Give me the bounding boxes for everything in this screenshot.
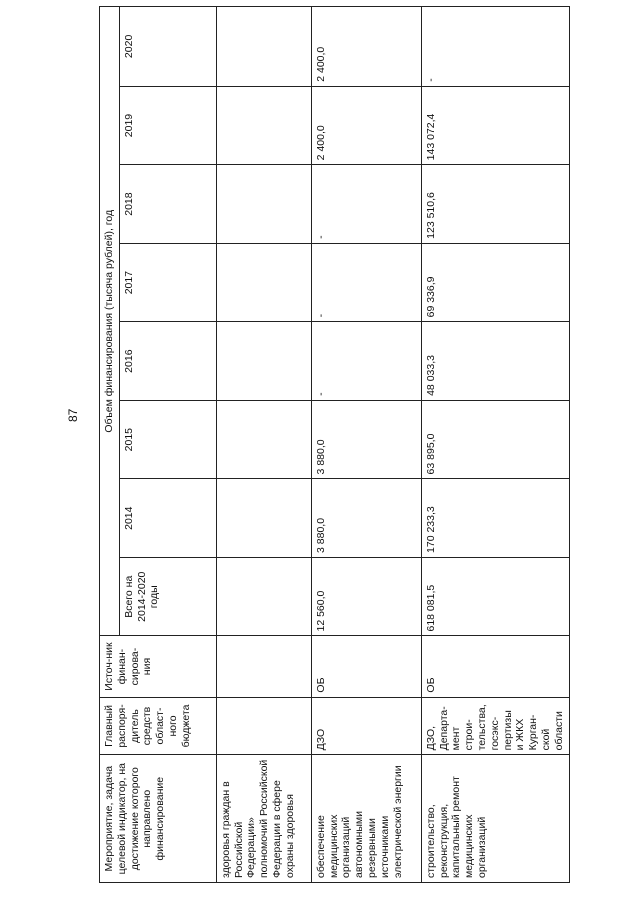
header-manager: Главный распоря-дитель средств област-ного бюджета xyxy=(100,697,217,755)
cell-total xyxy=(216,557,311,636)
cell-year: 170 233,3 xyxy=(421,479,569,558)
cell-year xyxy=(216,7,311,87)
cell-year: 3 880,0 xyxy=(311,400,421,479)
cell-year: - xyxy=(311,322,421,401)
cell-year: 63 895,0 xyxy=(421,400,569,479)
cell-source xyxy=(216,636,311,697)
header-year: 2020 xyxy=(119,7,216,87)
cell-year: 2 400,0 xyxy=(311,86,421,165)
cell-manager: ДЗО, Департа-мент строи-тельства, госэкс-пертизы и ЖКХ Курган-ской области xyxy=(421,697,569,755)
cell-total: 12 560,0 xyxy=(311,557,421,636)
header-source: Источ-ник финан-сирова-ния xyxy=(100,636,217,697)
header-year: 2019 xyxy=(119,86,216,165)
table-row xyxy=(311,7,421,883)
header-year: 2016 xyxy=(119,322,216,401)
cell-source: ОБ xyxy=(421,636,569,697)
cell-total: 618 081,5 xyxy=(421,557,569,636)
cell-measure: строительство, реконструкция, капитальный ремонт медицинских организаций xyxy=(421,755,569,883)
cell-year xyxy=(216,243,311,322)
cell-year: 143 072,4 xyxy=(421,86,569,165)
cell-year: - xyxy=(311,243,421,322)
cell-year: 2 400,0 xyxy=(311,7,421,87)
table-row xyxy=(421,7,569,883)
cell-year xyxy=(216,165,311,244)
cell-source: ОБ xyxy=(311,636,421,697)
cell-measure: обеспечение медицинских организаций автономными резервными источниками электрической энергии xyxy=(311,755,421,883)
header-year: 2018 xyxy=(119,165,216,244)
cell-year: 123 510,6 xyxy=(421,165,569,244)
cell-year: - xyxy=(421,7,569,87)
cell-manager: ДЗО xyxy=(311,697,421,755)
cell-year xyxy=(216,322,311,401)
table-row xyxy=(216,7,311,883)
financing-table xyxy=(99,6,565,883)
cell-year: 3 880,0 xyxy=(311,479,421,558)
header-volume: Объем финансирования (тысяча рублей), год xyxy=(100,7,120,637)
cell-manager xyxy=(216,697,311,755)
page-number: 87 xyxy=(66,408,80,422)
cell-year xyxy=(216,479,311,558)
cell-measure: здоровья граждан в Российской Федерации» полномочий Российской Федерации в сфере охраны здоровья xyxy=(216,755,311,883)
header-year: 2014 xyxy=(119,479,216,558)
header-total: Всего на 2014-2020 годы xyxy=(119,557,216,636)
header-measure: Мероприятие, задача целевой индикатор, на достижение которого направлено финансирование xyxy=(100,755,217,883)
cell-year xyxy=(216,86,311,165)
header-year: 2015 xyxy=(119,400,216,479)
cell-year: 69 336,9 xyxy=(421,243,569,322)
cell-year: 48 033,3 xyxy=(421,322,569,401)
cell-year xyxy=(216,400,311,479)
cell-year: - xyxy=(311,165,421,244)
header-year: 2017 xyxy=(119,243,216,322)
